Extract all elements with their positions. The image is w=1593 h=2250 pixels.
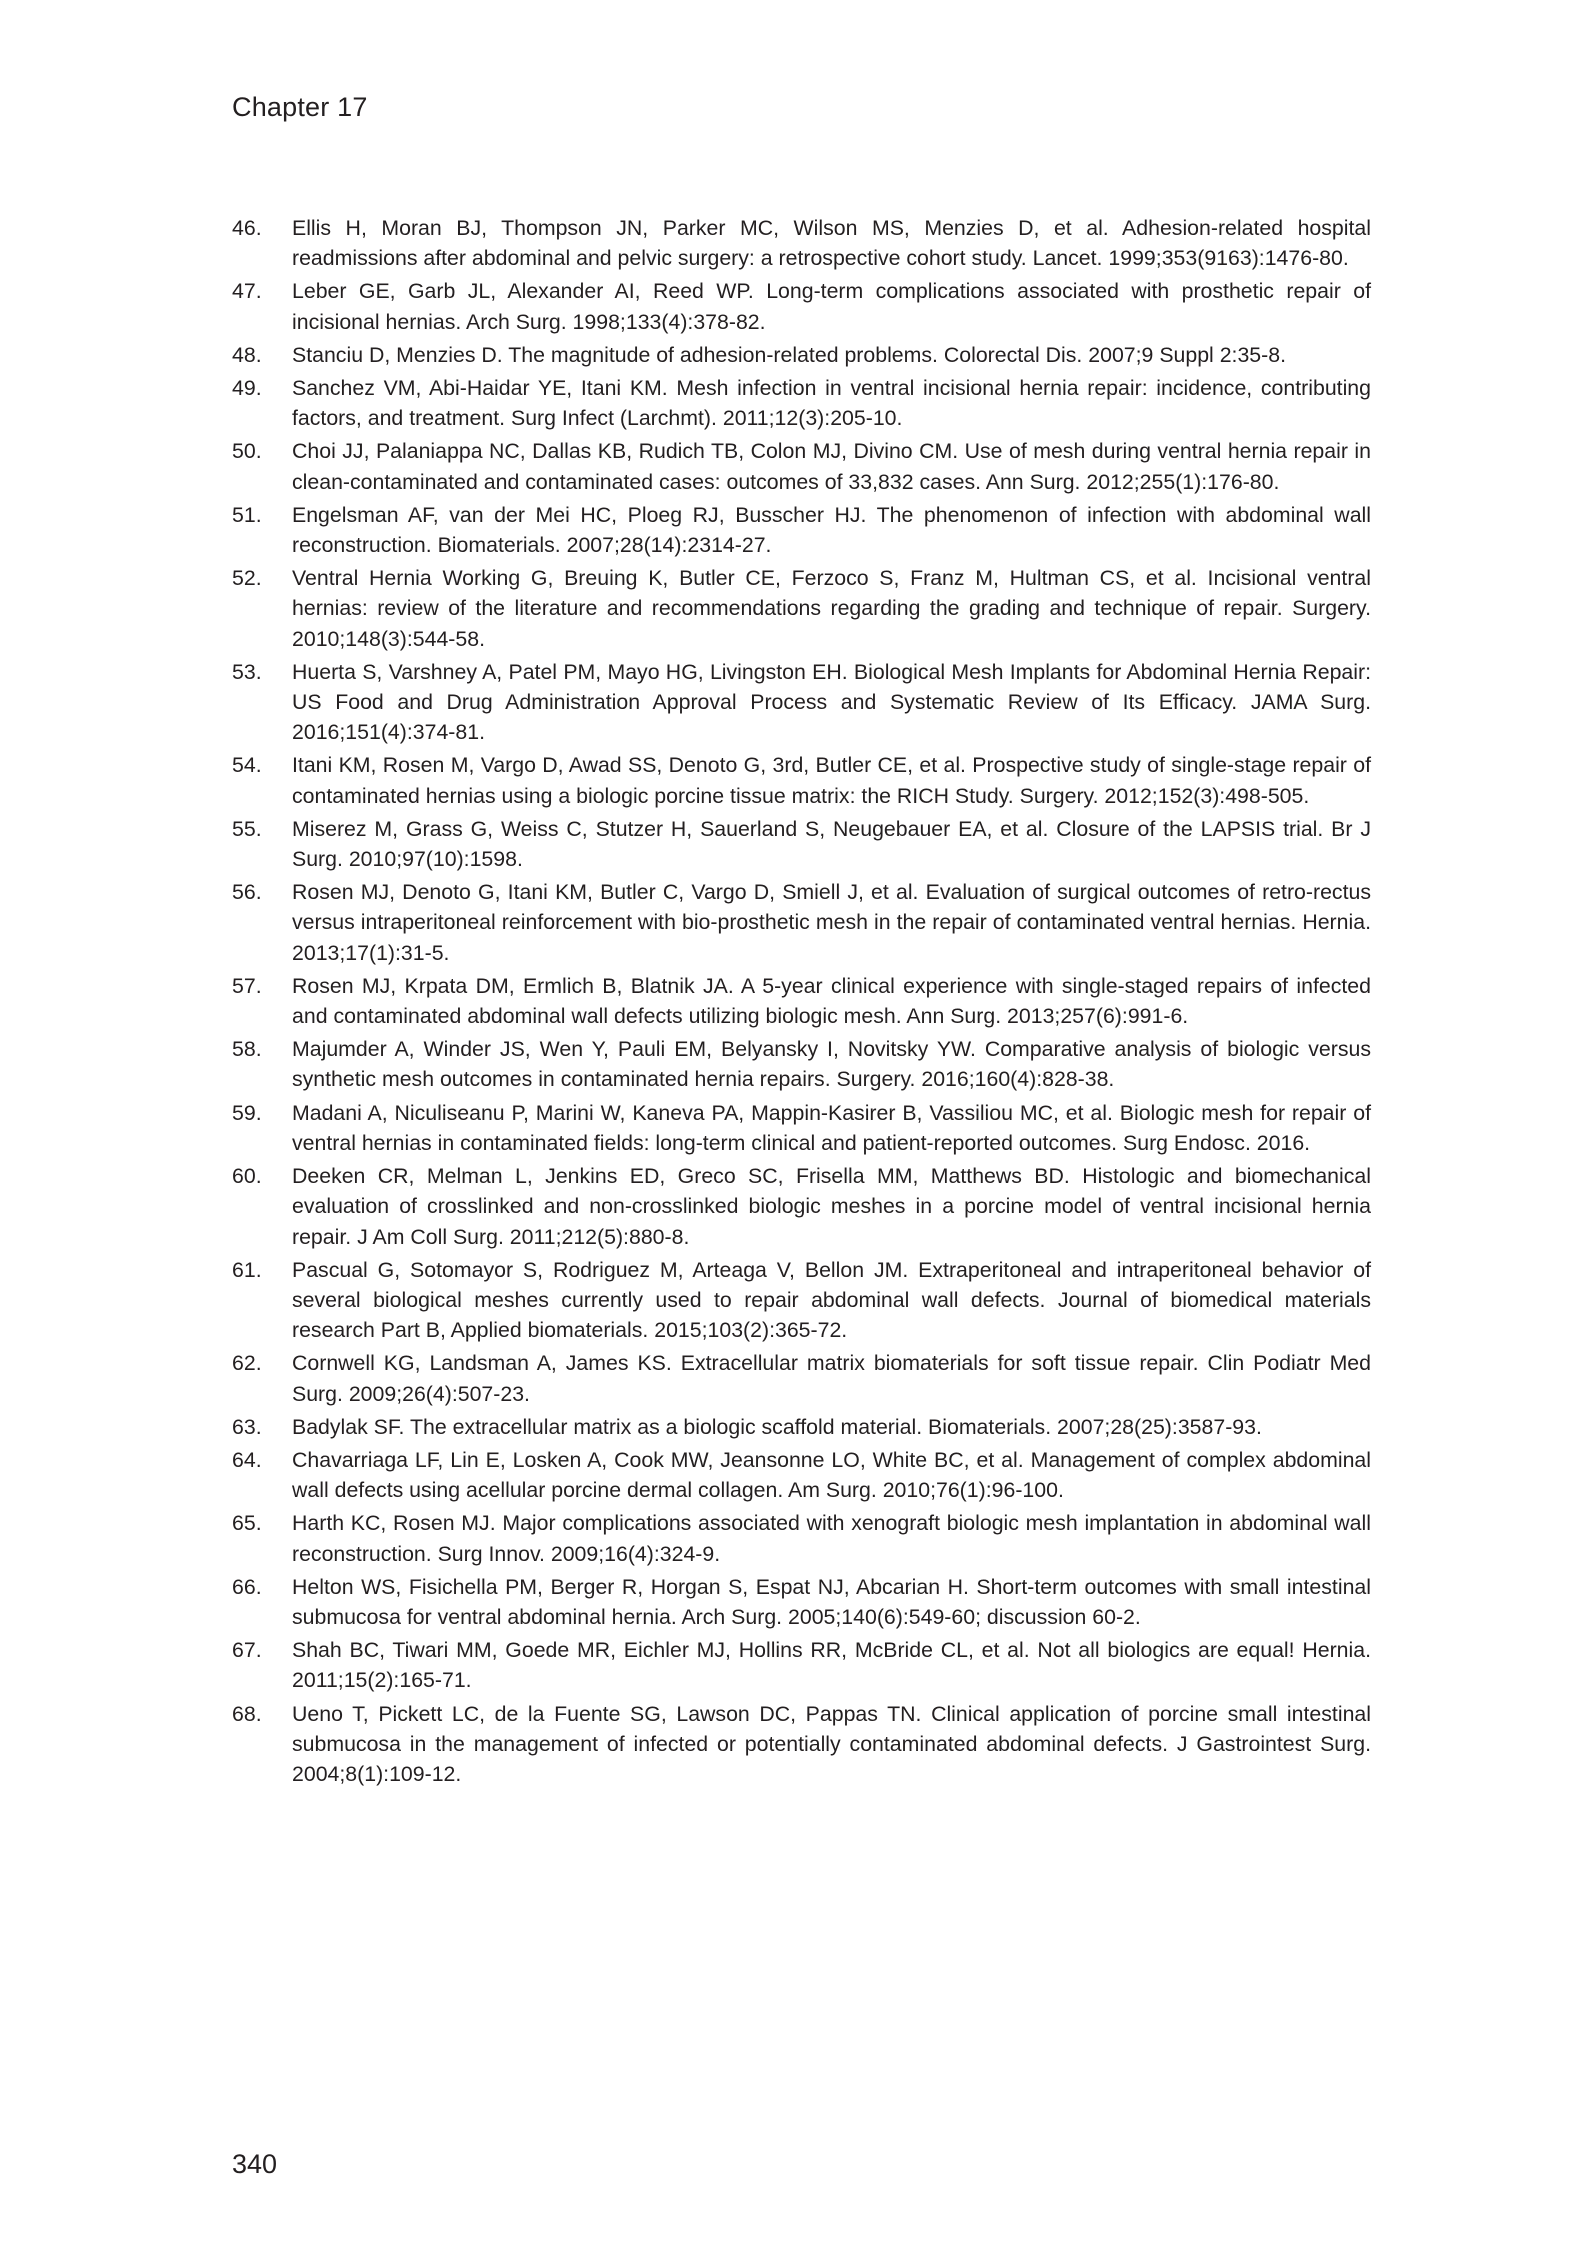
reference-text: Rosen MJ, Krpata DM, Ermlich B, Blatnik JA. A 5-year clinical experience with single-staged repairs of infected and contaminated abdominal wall defects utilizing biologic mesh. Ann Surg. 2013;257(6):991-6.: [292, 973, 1371, 1029]
reference-item: [232, 750, 1371, 810]
reference-number: 53.: [232, 659, 262, 684]
reference-number: 52.: [232, 566, 262, 591]
reference-number: 49.: [232, 376, 262, 401]
reference-item: [232, 1034, 1371, 1094]
reference-item: [232, 1445, 1371, 1505]
reference-number: 51.: [232, 502, 262, 527]
reference-number: 65.: [232, 1511, 262, 1536]
reference-text: Choi JJ, Palaniappa NC, Dallas KB, Rudich TB, Colon MJ, Divino CM. Use of mesh during ventral hernia repair in clean-contaminated and contaminated cases: outcomes of 33,832 cases. Ann Surg. 2012;255(1):176-80.: [292, 439, 1371, 494]
reference-item: [232, 1572, 1371, 1632]
reference-number: 54.: [232, 753, 262, 778]
reference-item: [232, 436, 1371, 496]
reference-text: Harth KC, Rosen MJ. Major complications associated with xenograft biologic mesh implantation in abdominal wall reconstruction. Surg Innov. 2009;16(4):324-9.: [292, 1511, 1371, 1566]
reference-number: 55.: [232, 816, 262, 841]
reference-number: 68.: [232, 1701, 262, 1726]
reference-item: [232, 1098, 1371, 1158]
reference-item: [232, 563, 1371, 654]
reference-number: 57.: [232, 973, 262, 998]
reference-text: Shah BC, Tiwari MM, Goede MR, Eichler MJ, Hollins RR, McBride CL, et al. Not all biologics are equal! Hernia. 2011;15(2):165-71.: [292, 1638, 1371, 1693]
reference-item: [232, 1412, 1371, 1442]
reference-text: Miserez M, Grass G, Weiss C, Stutzer H, Sauerland S, Neugebauer EA, et al. Closure of the LAPSIS trial. Br J Surg. 2010;97(10):1598.: [292, 816, 1371, 872]
reference-text: Huerta S, Varshney A, Patel PM, Mayo HG, Livingston EH. Biological Mesh Implants for Abdominal Hernia Repair: US Food and Drug Administration Approval Process and Systematic Review of Its Efficacy. JAMA Surg. 2016;151(4):374-81.: [292, 659, 1371, 745]
reference-item: [232, 1635, 1371, 1695]
reference-text: Cornwell KG, Landsman A, James KS. Extracellular matrix biomaterials for soft tissue repair. Clin Podiatr Med Surg. 2009;26(4):507-23.: [292, 1351, 1371, 1406]
reference-text: Badylak SF. The extracellular matrix as a biologic scaffold material. Biomaterials. 2007;28(25):3587-93.: [292, 1414, 1262, 1439]
reference-text: Sanchez VM, Abi-Haidar YE, Itani KM. Mesh infection in ventral incisional hernia repair: incidence, contributing factors, and treatment. Surg Infect (Larchmt). 2011;12(3):205-10.: [292, 376, 1371, 431]
reference-text: Deeken CR, Melman L, Jenkins ED, Greco SC, Frisella MM, Matthews BD. Histologic and biomechanical evaluation of crosslinked and non-crosslinked biologic meshes in a porcine model of ventral incisional hernia repair. J Am Coll Surg. 2011;212(5):880-8.: [292, 1164, 1371, 1249]
reference-item: [232, 1161, 1371, 1252]
reference-text: Majumder A, Winder JS, Wen Y, Pauli EM, Belyansky I, Novitsky YW. Comparative analysis of biologic versus synthetic mesh outcomes in contaminated hernia repairs. Surgery. 2016;160(4):828-38.: [292, 1037, 1371, 1092]
reference-item: [232, 1508, 1371, 1568]
reference-number: 63.: [232, 1414, 262, 1439]
reference-item: [232, 1255, 1371, 1346]
reference-item: [232, 657, 1371, 748]
reference-text: Helton WS, Fisichella PM, Berger R, Horgan S, Espat NJ, Abcarian H. Short-term outcomes with small intestinal submucosa for ventral abdominal hernia. Arch Surg. 2005;140(6):549-60; discussion 60-2.: [292, 1574, 1371, 1629]
reference-number: 64.: [232, 1447, 262, 1472]
reference-text: Leber GE, Garb JL, Alexander AI, Reed WP. Long-term complications associated with prosthetic repair of incisional hernias. Arch Surg. 1998;133(4):378-82.: [292, 279, 1371, 334]
reference-text: Madani A, Niculiseanu P, Marini W, Kaneva PA, Mappin-Kasirer B, Vassiliou MC, et al. Biologic mesh for repair of ventral hernias in contaminated fields: long-term clinical and patient-reported outcomes. Surg Endosc. 2016.: [292, 1100, 1371, 1155]
reference-text: Chavarriaga LF, Lin E, Losken A, Cook MW, Jeansonne LO, White BC, et al. Management of complex abdominal wall defects using acellular porcine dermal collagen. Am Surg. 2010;76(1):96-100.: [292, 1447, 1371, 1503]
reference-item: [232, 340, 1371, 370]
reference-text: Ventral Hernia Working G, Breuing K, Butler CE, Ferzoco S, Franz M, Hultman CS, et al. Incisional ventral hernias: review of the literature and recommendations regarding the grading and technique of repair. Surgery. 2010;148(3):544-58.: [292, 566, 1371, 651]
reference-number: 60.: [232, 1164, 262, 1189]
reference-text: Pascual G, Sotomayor S, Rodriguez M, Arteaga V, Bellon JM. Extraperitoneal and intraperitoneal behavior of several biological meshes currently used to repair abdominal wall defects. Journal of biomedical materials research Part B, Applied biomaterials. 2015;103(2):365-72.: [292, 1257, 1371, 1343]
reference-number: 62.: [232, 1351, 262, 1376]
reference-item: [232, 500, 1371, 560]
reference-number: 47.: [232, 279, 262, 304]
reference-text: Itani KM, Rosen M, Vargo D, Awad SS, Denoto G, 3rd, Butler CE, et al. Prospective study of single-stage repair of contaminated hernias using a biologic porcine tissue matrix: the RICH Study. Surgery. 2012;152(3):498-505.: [292, 753, 1371, 808]
reference-number: 56.: [232, 880, 262, 905]
reference-item: [232, 814, 1371, 874]
reference-number: 46.: [232, 216, 262, 240]
reference-number: 67.: [232, 1638, 262, 1663]
reference-item: [232, 213, 1371, 273]
reference-item: [232, 971, 1371, 1031]
reference-number: 66.: [232, 1574, 262, 1599]
reference-item: [232, 276, 1371, 336]
reference-number: 61.: [232, 1257, 262, 1282]
reference-number: 48.: [232, 342, 262, 367]
reference-text: Ellis H, Moran BJ, Thompson JN, Parker MC, Wilson MS, Menzies D, et al. Adhesion-related hospital readmissions after abdominal and pelvic surgery: a retrospective cohort study. Lancet. 1999;353(9163):1476-80.: [292, 216, 1371, 271]
reference-number: 58.: [232, 1037, 262, 1062]
reference-number: 59.: [232, 1100, 262, 1125]
chapter-header: Chapter 17: [232, 92, 368, 122]
reference-item: [232, 877, 1371, 968]
reference-number: 50.: [232, 439, 262, 464]
reference-text: Stanciu D, Menzies D. The magnitude of adhesion-related problems. Colorectal Dis. 2007;9 Suppl 2:35-8.: [292, 342, 1287, 367]
reference-item: [232, 1348, 1371, 1408]
reference-text: Engelsman AF, van der Mei HC, Ploeg RJ, Busscher HJ. The phenomenon of infection with abdominal wall reconstruction. Biomaterials. 2007;28(14):2314-27.: [292, 502, 1371, 558]
reference-list: [232, 213, 1371, 1792]
reference-text: Rosen MJ, Denoto G, Itani KM, Butler C, Vargo D, Smiell J, et al. Evaluation of surgical outcomes of retro-rectus versus intraperitoneal reinforcement with bio-prosthetic mesh in the repair of contaminated ventral hernias. Hernia. 2013;17(1):31-5.: [292, 880, 1371, 965]
reference-text: Ueno T, Pickett LC, de la Fuente SG, Lawson DC, Pappas TN. Clinical application of porcine small intestinal submucosa in the management of infected or potentially contaminated abdominal defects. J Gastrointest Surg. 2004;8(1):109-12.: [292, 1701, 1371, 1786]
reference-item: [232, 1699, 1371, 1790]
page-number: 340: [232, 2149, 278, 2179]
reference-item: [232, 373, 1371, 433]
